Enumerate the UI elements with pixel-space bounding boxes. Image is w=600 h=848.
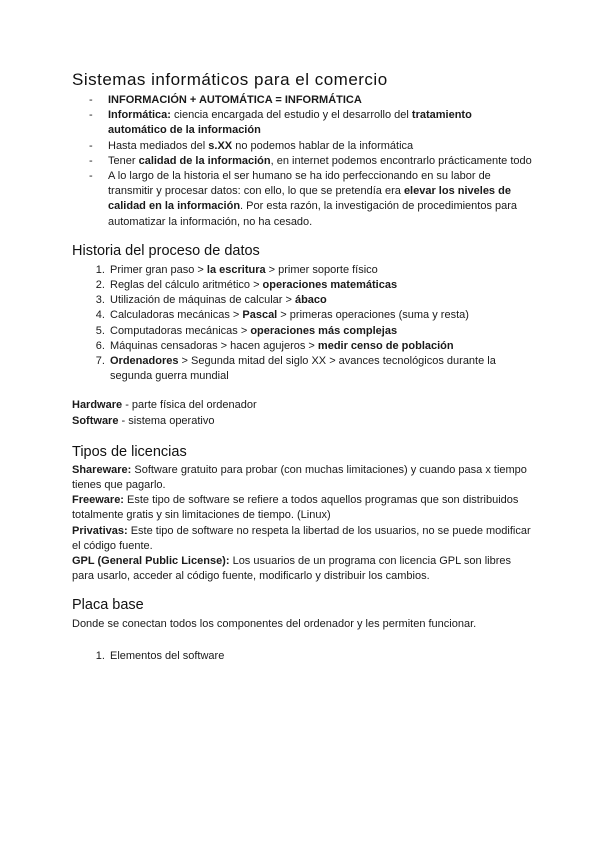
list-item: 6. Máquinas censadoras > hacen agujeros > medir censo de población — [108, 339, 532, 354]
placa-heading: Placa base — [72, 597, 144, 614]
historia-list — [72, 263, 532, 385]
placa-description: Donde se conectan todos los componentes del ordenador y les permiten funcionar. — [72, 618, 477, 631]
list-item: - A lo largo de la historia el ser humano se ha ido perfeccionando en su labor de transmitir y procesar datos: con ello, lo que se pretendía era elevar los niveles de calidad en la información. Por esta razón, la investigación de procedimientos para automatizar la información, no ha cesado. — [108, 169, 532, 230]
licencia-shareware: Shareware: Software gratuito para probar (con muchas limitaciones) y cuando pasa x tiempo tienes que pagarlo. — [72, 463, 527, 492]
licencia-privativas: Privativas: Este tipo de software no respeta la libertad de los usuarios, no se puede modificar el código fuente. — [72, 524, 531, 552]
list-item: 4. Calculadoras mecánicas > Pascal > primeras operaciones (suma y resta) — [108, 308, 532, 323]
licencia-gpl: GPL (General Public License): Los usuarios de un programa con licencia GPL son libres para usarlo, acceder al código fuente, modificarlo y distribuir los cambios. — [72, 555, 511, 583]
list-item: 3. Utilización de máquinas de calcular > ábaco — [108, 293, 532, 308]
placa-list — [72, 649, 532, 664]
placa-section — [72, 597, 532, 663]
licencias-heading: Tipos de licencias — [72, 443, 187, 460]
licencia-freeware: Freeware: Este tipo de software se refiere a todos aquellos programas que son distribuidos totalmente gratis y sin limitaciones de tiempo. (Linux) — [72, 494, 519, 522]
intro-list — [72, 93, 532, 230]
list-item: 7. Ordenadores > Segunda mitad del siglo XX > avances tecnológicos durante la segunda guerra mundial — [108, 354, 532, 384]
list-item: 1. Elementos del software — [108, 649, 532, 664]
list-item: 1. Primer gran paso > la escritura > primer soporte físico — [108, 263, 532, 278]
document-title: Sistemas informáticos para el comercio — [72, 70, 388, 89]
list-item: 5. Computadoras mecánicas > operaciones más complejas — [108, 324, 532, 339]
software-line: Software - sistema operativo — [72, 414, 215, 427]
historia-heading: Historia del proceso de datos — [72, 242, 260, 259]
list-item: - INFORMACIÓN + AUTOMÁTICA = INFORMÁTICA — [108, 93, 532, 108]
list-item: - Informática: ciencia encargada del estudio y el desarrollo del tratamiento automático de la información — [108, 108, 532, 138]
hardware-line: Hardware - parte física del ordenador — [72, 399, 257, 412]
list-item: 2. Reglas del cálculo aritmético > operaciones matemáticas — [108, 278, 532, 293]
historia-section — [72, 243, 532, 385]
document-page — [72, 70, 532, 664]
list-item: - Hasta mediados del s.XX no podemos hablar de la informática — [108, 139, 532, 154]
list-item: - Tener calidad de la información, en internet podemos encontrarlo prácticamente todo — [108, 154, 532, 169]
hardware-software-block — [72, 398, 532, 428]
licencias-section — [72, 444, 532, 585]
